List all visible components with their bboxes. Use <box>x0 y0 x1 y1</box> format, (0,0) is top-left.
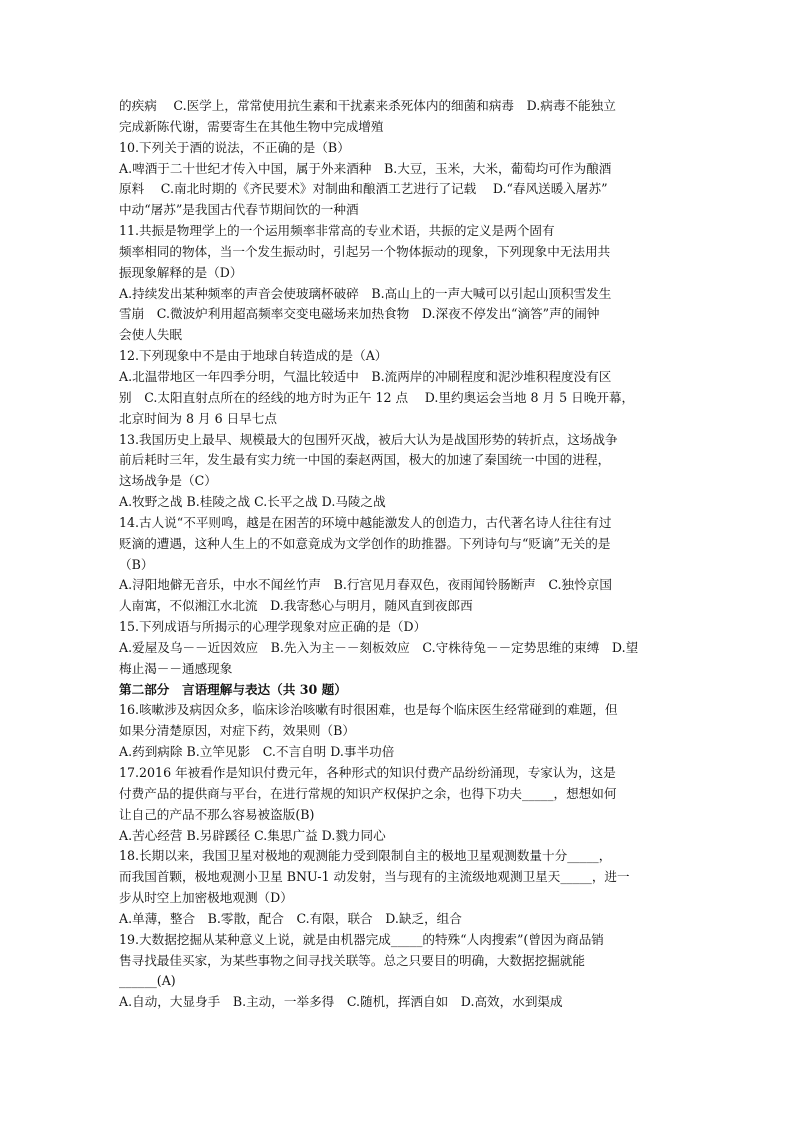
text-line: 如果分清楚原因，对症下药，效果则（B） <box>119 723 355 739</box>
text-line: 17.2016 年被看作是知识付费元年，各种形式的知识付费产品纷纷涌现，专家认为，这是 <box>119 765 616 780</box>
text-line: A.单薄，整合 B.零散，配合 C.有限，联合 D.缺乏，组合 <box>119 910 462 926</box>
text-line: 而我国首颗，极地观测小卫星 BNU-1 动发射，当与现有的主流级地观测卫星天_____，进一 <box>119 869 630 885</box>
text-line: 步从时空上加密极地观测（D） <box>119 890 293 906</box>
text-line: A.啤酒于二十世纪才传入中国，属于外来酒种 B.大豆，玉米，大米，葡萄均可作为酿酒 <box>119 160 612 176</box>
text-line: A.牧野之战 B.桂陵之战 C.长平之战 D.马陵之战 <box>119 494 386 510</box>
text-line: 别 C.太阳直射点所在的经线的地方时为正午 12 点 D.里约奥运会当地 8 月 5 日晚开幕， <box>119 389 635 405</box>
text-line: 雪崩 C.微波炉利用超高频率交变电磁场来加热食物 D.深夜不停发出“滴答”声的闹钟 <box>119 306 600 322</box>
text-line: 10.下列关于酒的说法，不正确的是（B） <box>119 139 350 155</box>
text-line: A.苦心经营 B.另辟蹊径 C.集思广益 D.戮力同心 <box>119 827 386 843</box>
document-page <box>119 96 695 1013</box>
section-heading: 第二部分 言语理解与表达（共 30 题） <box>119 681 347 697</box>
text-line: A.浔阳地僻无音乐，中水不闻丝竹声 B.行宫见月春双色，夜雨闻铃肠断声 C.独怜京国 <box>119 577 612 593</box>
text-line: 14.古人说“不平则鸣，越是在困苦的环境中越能激发人的创造力，古代著名诗人往往有过 <box>119 514 612 530</box>
text-line: 15.下列成语与所揭示的心理学现象对应正确的是（D） <box>119 619 427 635</box>
text-line: 频率相同的物体，当一个发生振动时，引起另一个物体振动的现象，下列现象中无法用共 <box>119 243 611 259</box>
text-line: A.持续发出某种频率的声音会使玻璃杯破碎 B.高山上的一声大喊可以引起山顶积雪发生 <box>119 285 612 301</box>
text-line: 人南寓，不似湘江水北流 D.我寄愁心与明月，随风直到夜郎西 <box>119 598 473 614</box>
text-line: 原料 C.南北时期的《齐民要术》对制曲和酿酒工艺进行了记载 D.“春风送暖入屠苏” <box>119 181 608 197</box>
text-line: 11.共振是物理学上的一个运用频率非常高的专业术语，共振的定义是两个固有 <box>119 223 555 239</box>
text-line: 北京时间为 8 月 6 日早七点 <box>119 410 277 426</box>
text-line: 振现象解释的是（D） <box>119 264 243 280</box>
text-line: 这场战争是（C） <box>119 473 217 489</box>
text-line: 售寻找最佳买家，为某些事物之间寻找关联等。总之只要目的明确，大数据挖掘就能 <box>119 952 585 968</box>
text-line: 付费产品的提供商与平台，在进行常规的知识产权保护之余，也得下功夫_____，想想如何 <box>119 785 617 801</box>
text-line: 19.大数据挖掘从某种意义上说，就是由机器完成_____的特殊“人肉搜索”(曾因为商品销 <box>119 931 604 947</box>
text-line: 贬滴的遭遇，这种人生上的不如意竟成为文学创作的助推器。下列诗句与“贬谪”无关的是 <box>119 535 611 551</box>
text-line: 梅止渴－－通感现象 <box>119 660 233 676</box>
text-line: ______(A) <box>119 973 176 989</box>
text-line: 的疾病 C.医学上，常常使用抗生素和干扰素来杀死体内的细菌和病毒 D.病毒不能独立 <box>119 98 616 113</box>
text-line: A.爱屋及乌－－近因效应 B.先入为主－－刻板效应 C.守株待兔－－定势思维的束缚 D.望 <box>119 639 639 655</box>
text-line: 让自己的产品不那么容易被盗版(B) <box>119 806 315 822</box>
text-line: 会使人失眠 <box>119 327 182 343</box>
text-line: 13.我国历史上最早、规模最大的包围歼灭战，被后大认为是战国形势的转折点，这场战争 <box>119 431 618 447</box>
text-line: 完成新陈代谢，需要寄生在其他生物中完成增殖 <box>119 118 384 134</box>
text-line: 中动“屠苏”是我国古代春节期间饮的一种酒 <box>119 202 359 218</box>
text-line: （B） <box>119 556 154 572</box>
text-line: 18.长期以来，我国卫星对极地的观测能力受到限制自主的极地卫星观测数量十分_____， <box>119 848 612 864</box>
text-line: 前后耗时三年，发生最有实力统一中国的秦赵两国，极大的加速了秦国统一中国的进程， <box>119 452 611 468</box>
text-line: A.北温带地区一年四季分明，气温比较适中 B.流两岸的冲刷程度和泥沙堆积程度没有区 <box>119 368 612 384</box>
text-line: A.自动，大显身手 B.主动，一举多得 C.随机，挥洒自如 D.高效，水到渠成 <box>119 994 563 1010</box>
text-line: A.药到病除 B.立竿见影 C.不言自明 D.事半功倍 <box>119 744 395 760</box>
text-line: 12.下列现象中不是由于地球自转造成的是（A） <box>119 348 388 364</box>
text-line: 16.咳嗽涉及病因众多，临床诊治咳嗽有时很困难，也是每个临床医生经常碰到的难题，但 <box>119 702 618 718</box>
